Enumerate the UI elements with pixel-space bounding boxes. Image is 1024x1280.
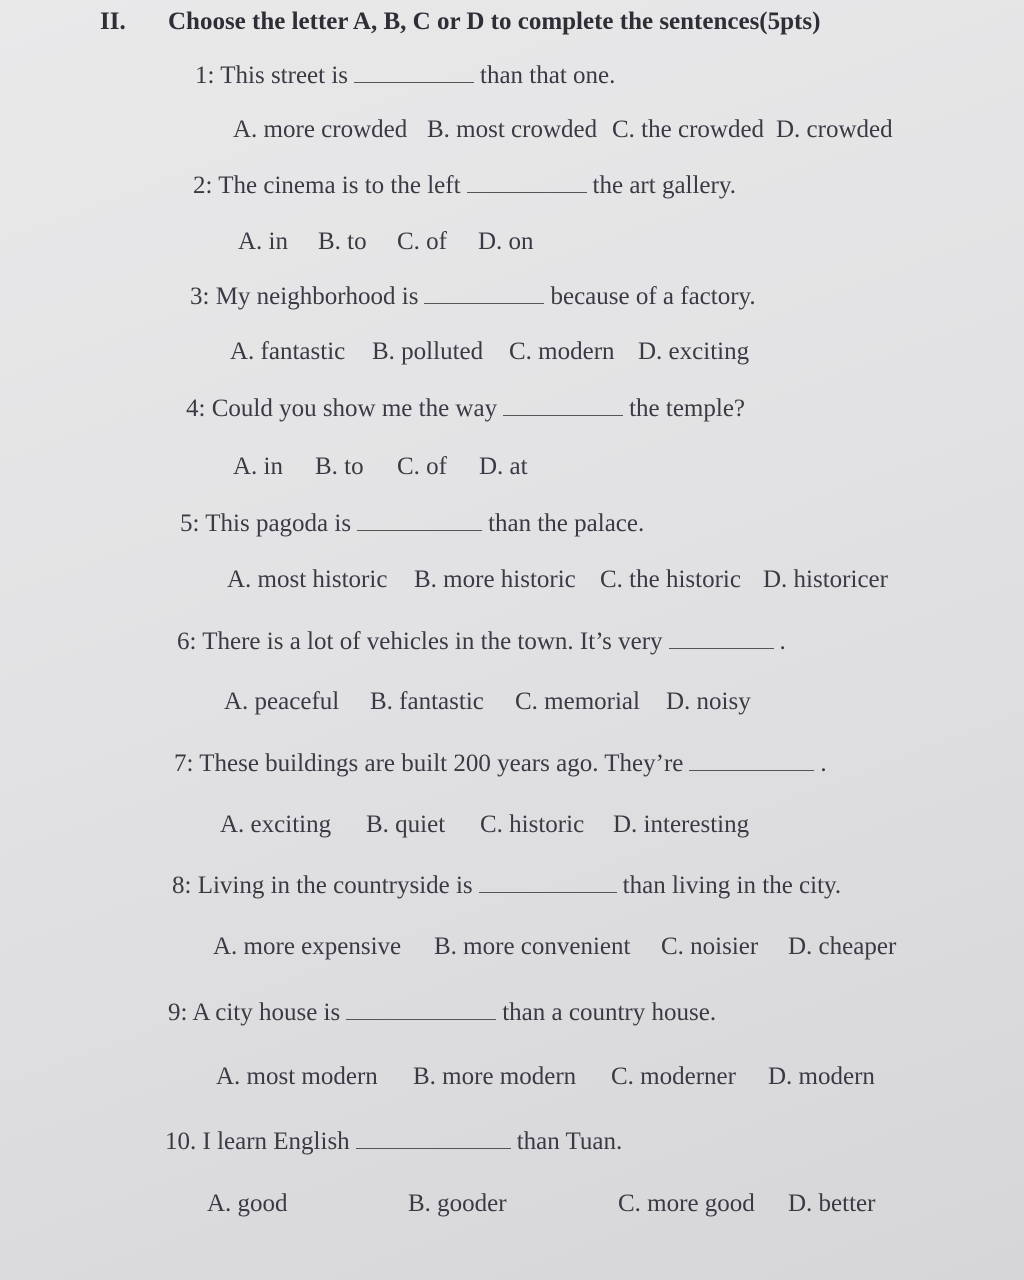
option-c: C. noisier	[661, 933, 759, 960]
question-7	[174, 750, 827, 778]
question-10	[165, 1128, 622, 1156]
option-a: A. most historic	[227, 566, 388, 593]
question-text-after: .	[820, 750, 827, 777]
question-text-after: the temple?	[629, 395, 746, 422]
option-d: D. modern	[768, 1063, 875, 1090]
section-heading	[100, 8, 820, 36]
option-c: C. the historic	[600, 566, 741, 593]
question-4	[186, 395, 745, 423]
question-text-before: 3: My neighborhood is	[190, 283, 419, 310]
option-c: C. memorial	[515, 688, 640, 715]
option-a: A. in	[238, 228, 288, 255]
option-b: B. gooder	[408, 1190, 507, 1217]
option-a: A. exciting	[220, 811, 332, 838]
option-b: B. more historic	[414, 566, 576, 593]
question-text-before: 1: This street is	[195, 62, 349, 89]
option-c: C. modern	[509, 338, 615, 365]
option-d: D. exciting	[638, 338, 750, 365]
question-9	[168, 999, 716, 1027]
option-d: D. at	[479, 453, 528, 480]
question-text-after: than that one.	[480, 62, 616, 89]
option-b: B. most crowded	[427, 116, 598, 143]
option-c: C. of	[397, 228, 447, 255]
question-6	[177, 628, 786, 656]
option-a: A. peaceful	[224, 688, 340, 715]
answer-blank	[467, 176, 587, 193]
option-b: B. more modern	[413, 1063, 577, 1090]
question-text-after: than living in the city.	[622, 872, 842, 899]
option-d: D. on	[478, 228, 534, 255]
question-text-after: .	[779, 628, 786, 655]
option-a: A. more crowded	[233, 116, 408, 143]
question-text-after: the art gallery.	[592, 172, 736, 199]
question-5	[180, 510, 644, 538]
option-b: B. to	[318, 228, 367, 255]
option-d: D. cheaper	[788, 933, 897, 960]
question-text-after: because of a factory.	[550, 283, 756, 310]
option-b: B. fantastic	[370, 688, 484, 715]
option-d: D. noisy	[666, 688, 751, 715]
question-text-before: 5: This pagoda is	[180, 510, 352, 537]
option-a: A. most modern	[216, 1063, 378, 1090]
question-text-after: than Tuan.	[516, 1128, 623, 1155]
answer-blank	[503, 399, 623, 416]
question-text-before: 2: The cinema is to the left	[193, 172, 461, 199]
question-2	[193, 172, 736, 200]
option-d: D. better	[788, 1190, 876, 1217]
option-b: B. polluted	[372, 338, 484, 365]
option-a: A. in	[233, 453, 283, 480]
question-text-before: 10. I learn English	[165, 1128, 350, 1155]
question-1	[195, 62, 615, 90]
answer-blank	[354, 66, 474, 83]
question-text-after: than a country house.	[502, 999, 717, 1026]
question-text-before: 4: Could you show me the way	[186, 395, 498, 422]
answer-blank	[357, 514, 482, 531]
option-d: D. interesting	[613, 811, 750, 838]
answer-blank	[479, 876, 617, 893]
question-text-before: 6: There is a lot of vehicles in the town. It’s very	[177, 628, 663, 655]
option-c: C. historic	[480, 811, 585, 838]
question-text-before: 7: These buildings are built 200 years ago. They’re	[174, 750, 684, 777]
option-b: B. more convenient	[434, 933, 631, 960]
question-text-after: than the palace.	[488, 510, 645, 537]
section-instruction: Choose the letter A, B, C or D to complete the sentences(5pts)	[168, 8, 821, 35]
question-8	[172, 872, 841, 900]
option-b: B. to	[315, 453, 364, 480]
section-number: II.	[100, 8, 126, 35]
option-b: B. quiet	[366, 811, 446, 838]
option-a: A. fantastic	[230, 338, 346, 365]
option-c: C. more good	[618, 1190, 755, 1217]
question-text-before: 8: Living in the countryside is	[172, 872, 473, 899]
option-d: D. crowded	[776, 116, 893, 143]
answer-blank	[356, 1132, 511, 1149]
option-a: A. good	[207, 1190, 288, 1217]
option-c: C. the crowded	[612, 116, 765, 143]
question-text-before: 9: A city house is	[168, 999, 341, 1026]
answer-blank	[424, 287, 544, 304]
option-c: C. moderner	[611, 1063, 736, 1090]
answer-blank	[669, 632, 774, 649]
answer-blank	[689, 754, 814, 771]
answer-blank	[346, 1003, 496, 1020]
question-3	[190, 283, 756, 311]
option-a: A. more expensive	[213, 933, 402, 960]
option-c: C. of	[397, 453, 447, 480]
option-d: D. historicer	[763, 566, 888, 593]
